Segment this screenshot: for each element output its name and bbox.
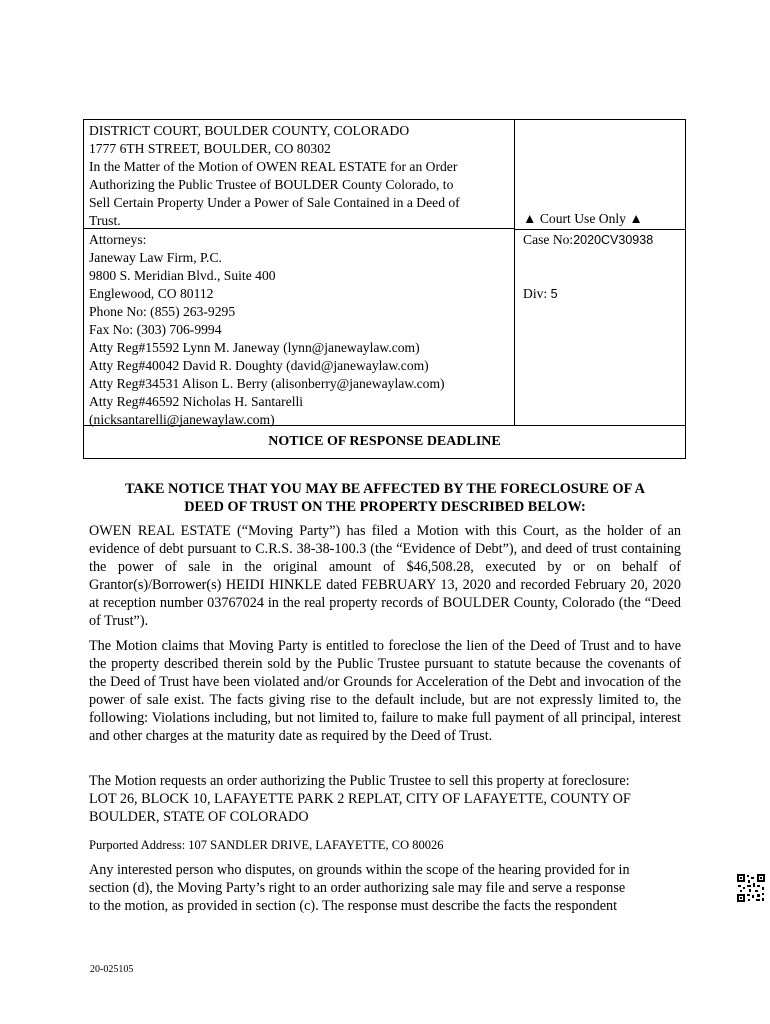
attorney-line: Fax No: (303) 706-9994 [89, 322, 222, 337]
court-line: DISTRICT COURT, BOULDER COUNTY, COLORADO [89, 123, 410, 138]
court-line: Sell Certain Property Under a Power of Sale Contained in a Deed of [89, 195, 460, 210]
division-label: Div: [523, 286, 548, 301]
purported-address: Purported Address: 107 SANDLER DRIVE, LAFAYETTE, CO 80026 [89, 838, 444, 852]
case-number: 2020CV30938 [573, 233, 654, 247]
headline-line: DEED OF TRUST ON THE PROPERTY DESCRIBED BELOW: [184, 499, 586, 515]
document-title: NOTICE OF RESPONSE DEADLINE [84, 425, 685, 458]
attorney-line: Phone No: (855) 263-9295 [89, 304, 236, 319]
caption-left-column [84, 120, 515, 425]
paragraph-line: section (d), the Moving Party’s right to an order authorizing sale may file and serve a response [89, 880, 626, 896]
property-paragraph [89, 772, 681, 826]
court-line: 1777 6TH STREET, BOULDER, CO 80302 [89, 141, 331, 156]
case-info [515, 230, 685, 304]
court-line: In the Matter of the Motion of OWEN REAL ESTATE for an Order [89, 159, 458, 174]
case-number-line [523, 231, 677, 249]
court-block [84, 120, 514, 229]
court-use-only-label: ▲ Court Use Only ▲ [523, 211, 643, 226]
attorney-line: Atty Reg#15592 Lynn M. Janeway (lynn@janewaylaw.com) [89, 340, 420, 355]
attorney-line: Atty Reg#46592 Nicholas H. Santarelli [89, 394, 304, 409]
division-line [523, 285, 677, 303]
attorney-line: (nicksantarelli@janewaylaw.com) [89, 412, 275, 427]
court-use-box [515, 120, 685, 230]
paragraph-text: OWEN REAL ESTATE (“Moving Party”) has filed a Motion with this Court, as the holder of an evidence of debt pursuant to C.R.S. 38-38-100.3 (the “Evidence of Debt”), and deed of trust containing the power of sale in the original amount of $46,508.28, executed by or on behalf of Grantor(s)/Borrower(s) HEIDI HINKLE dated FEBRUARY 13, 2020 and recorded February 20, 2020 at reception number 03767024 in the real property records of BOULDER County, Colorado (the “Deed of Trust”). [89, 523, 681, 629]
qr-code-icon [737, 874, 765, 902]
motion-paragraph [89, 522, 681, 630]
legal-description-line: LOT 26, BLOCK 10, LAFAYETTE PARK 2 REPLAT, CITY OF LAFAYETTE, COUNTY OF [89, 791, 631, 807]
attorney-line: 9800 S. Meridian Blvd., Suite 400 [89, 268, 276, 283]
case-caption [83, 119, 686, 459]
footer-file-number: 20-025105 [90, 964, 134, 975]
attorney-block [84, 230, 514, 430]
division-value: 5 [550, 287, 558, 301]
headline-line: TAKE NOTICE THAT YOU MAY BE AFFECTED BY THE FORECLOSURE OF A [125, 481, 645, 497]
legal-description-line: BOULDER, STATE OF COLORADO [89, 809, 309, 825]
response-paragraph [89, 861, 681, 915]
paragraph-line: Any interested person who disputes, on grounds within the scope of the hearing provided for in [89, 862, 630, 878]
paragraph-text: The Motion claims that Moving Party is entitled to foreclose the lien of the Deed of Trust and to have the property described therein sold by the Public Trustee pursuant to statute because the covenants of the Deed of Trust have been violated and/or Grounds for Acceleration of the Debt and invocation of the power of sale exist. The facts giving rise to the default include, but are not expressly limited to, the following: Violations including, but not limited to, failure to make full payment of all principal, interest and other charges at the maturity date as required by the Deed of Trust. [89, 638, 681, 744]
case-number-label: Case No: [523, 232, 574, 247]
notice-headline [100, 480, 670, 516]
attorney-line: Attorneys: [89, 232, 147, 247]
court-line: Trust. [89, 213, 121, 228]
attorney-line: Janeway Law Firm, P.C. [89, 250, 222, 265]
caption-right-column [515, 120, 685, 425]
court-line: Authorizing the Public Trustee of BOULDER County Colorado, to [89, 177, 454, 192]
property-line: The Motion requests an order authorizing the Public Trustee to sell this property at foreclosure: [89, 773, 630, 789]
attorney-line: Atty Reg#40042 David R. Doughty (david@janewaylaw.com) [89, 358, 429, 373]
attorney-line: Englewood, CO 80112 [89, 286, 214, 301]
attorney-line: Atty Reg#34531 Alison L. Berry (alisonberry@janewaylaw.com) [89, 376, 445, 391]
paragraph-line: to the motion, as provided in section (c). The response must describe the facts the respondent [89, 898, 618, 914]
claims-paragraph [89, 637, 681, 745]
